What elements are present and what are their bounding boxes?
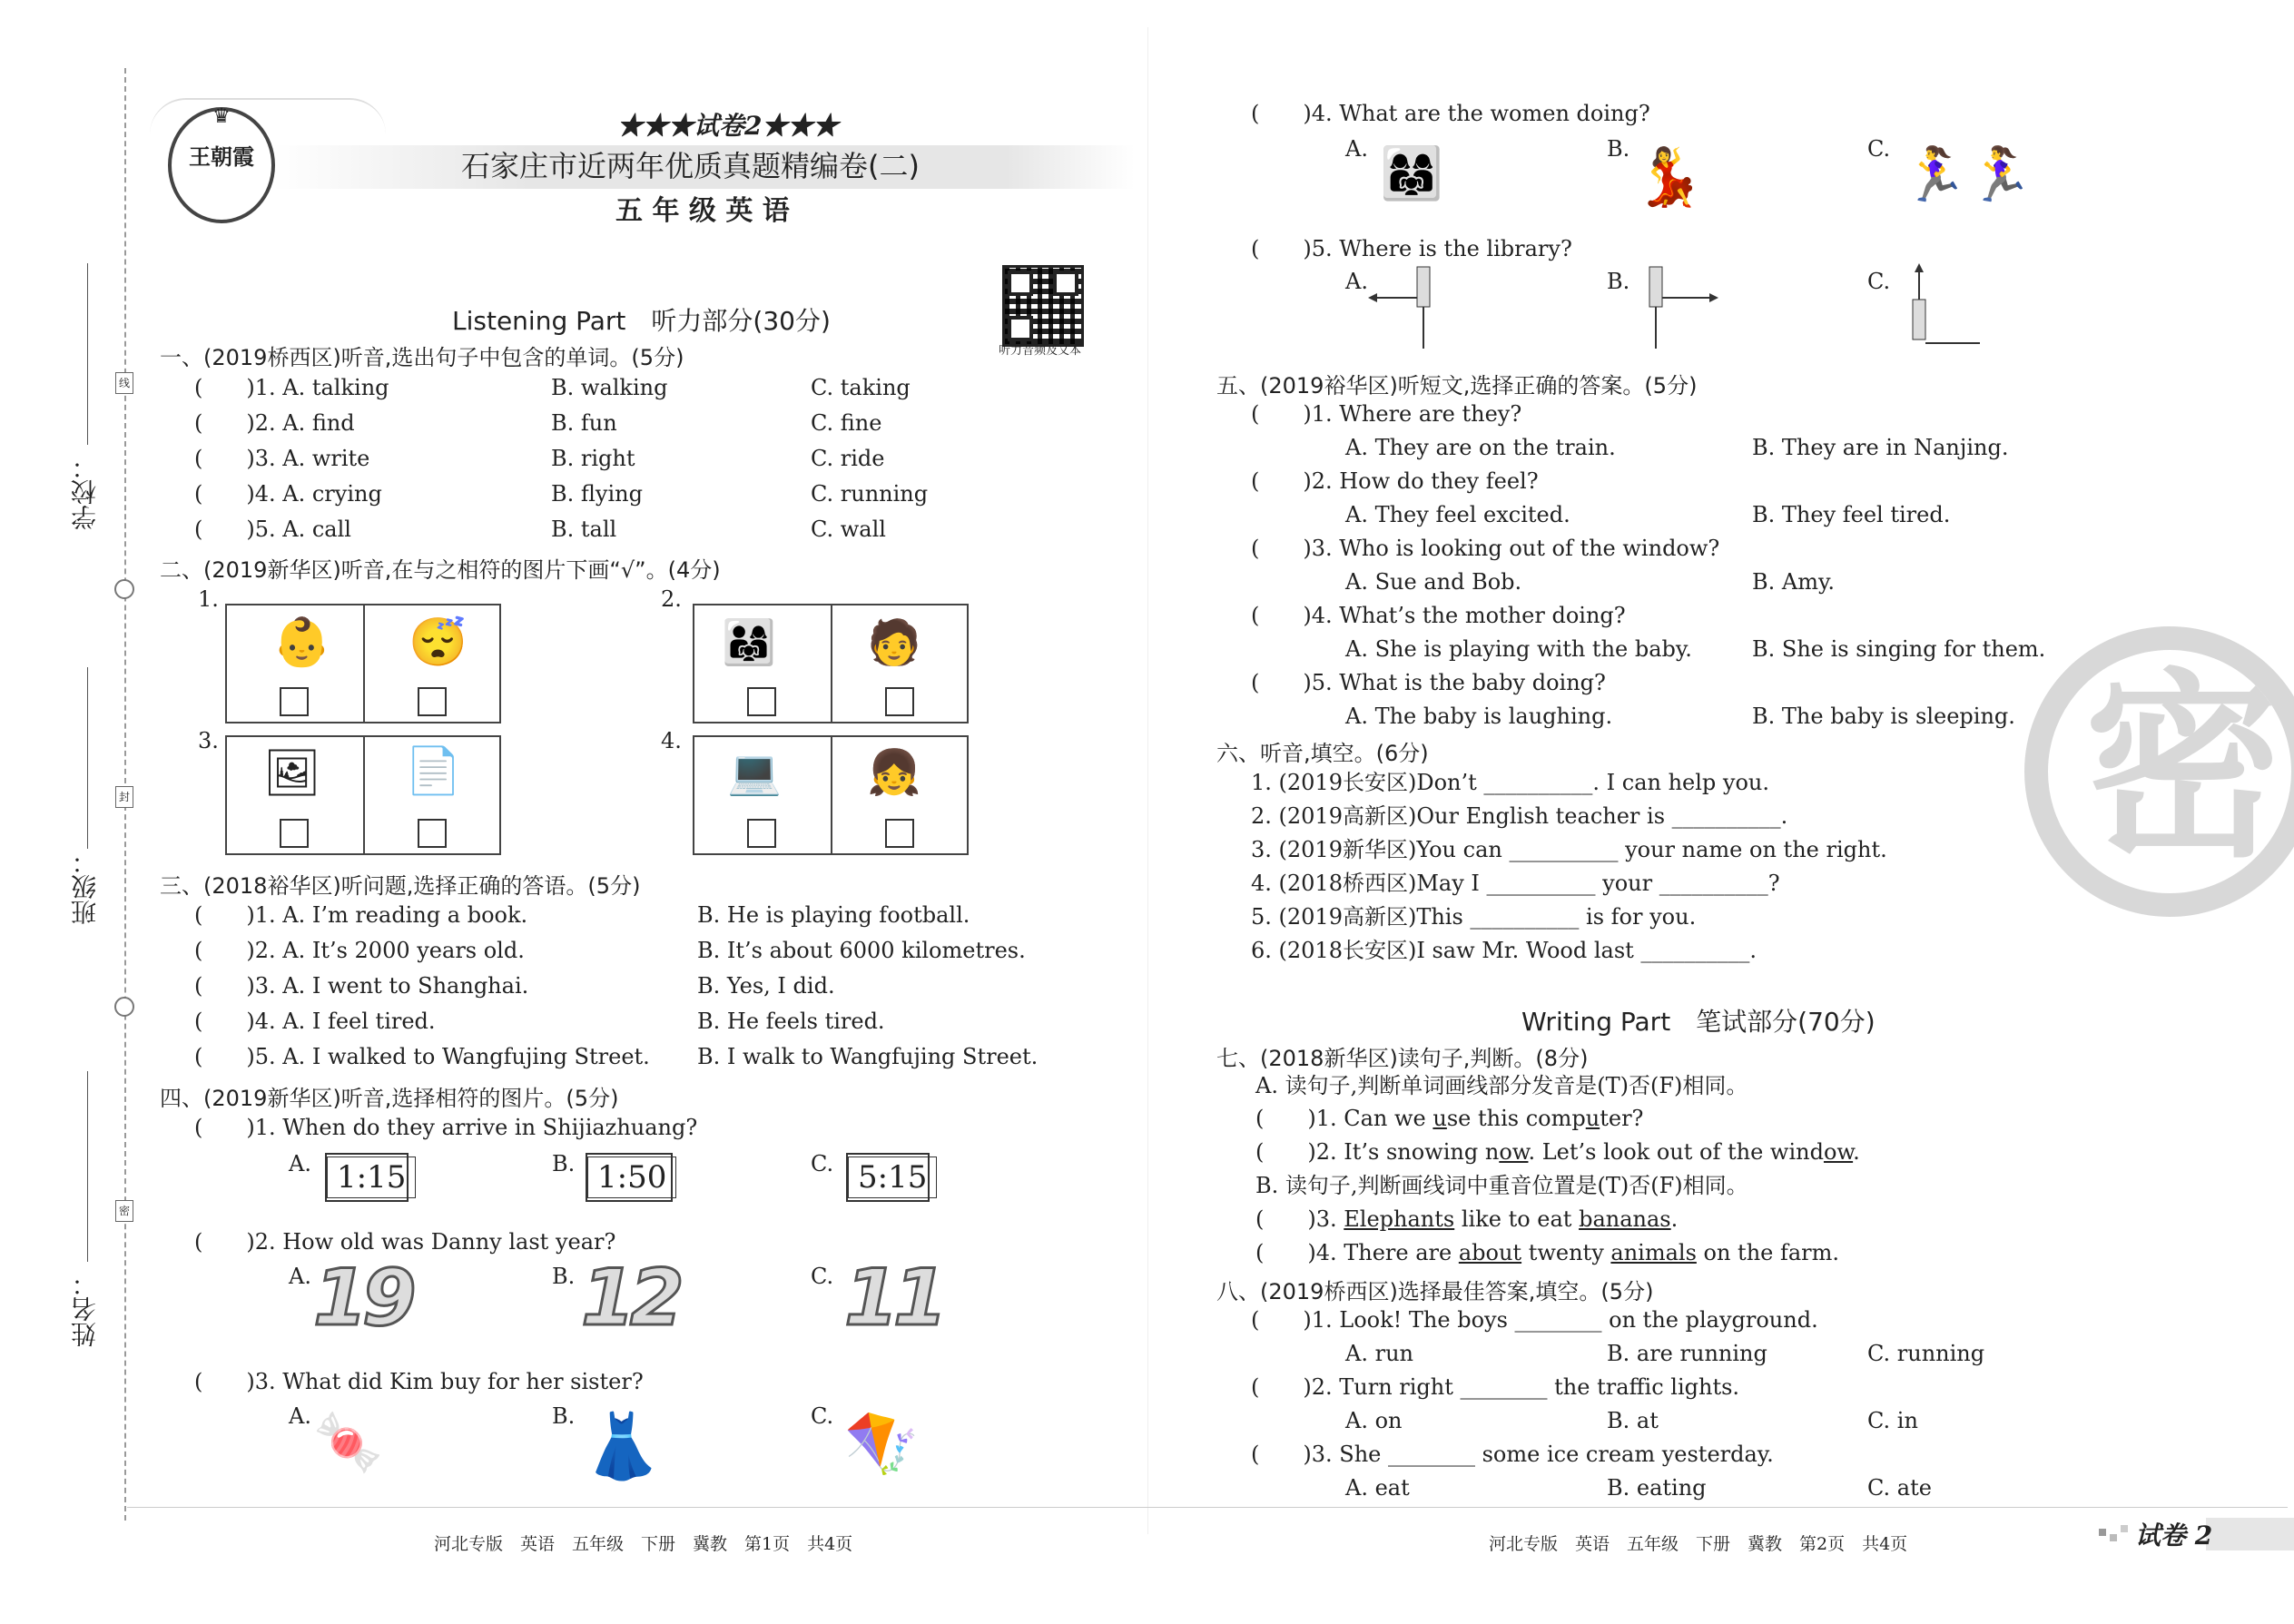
s8-q2-c: C. in — [1867, 1408, 1918, 1433]
s5-q4-a: A. She is playing with the baby. — [1345, 636, 1692, 662]
s5-q5[interactable]: ( )5. What is the baby doing? — [1251, 670, 1606, 695]
person-reading-icon: 🧑 — [867, 617, 921, 668]
s4-q5[interactable]: ( )5. Where is the library? — [1251, 236, 1572, 261]
school-field[interactable] — [87, 263, 88, 445]
s8-q2-a: A. on — [1345, 1408, 1403, 1433]
s6-item-2[interactable]: 2. (2019高新区)Our English teacher is __________. — [1251, 803, 1788, 829]
section-5-title: 五、(2019裕华区)听短文,选择正确的答案。(5分) — [1216, 373, 1698, 399]
checkbox[interactable] — [885, 819, 914, 848]
checkbox[interactable] — [418, 819, 447, 848]
s4-q2[interactable]: ( )2. How old was Danny last year? — [194, 1229, 616, 1255]
s3-q4[interactable]: ( )4. A. I feel tired. — [194, 1009, 436, 1034]
footer-right: 河北专版 英语 五年级 下册 冀教 第2页 共4页 — [1489, 1534, 1908, 1554]
s2-num-4: 4. — [661, 728, 682, 753]
s8-q1-a: A. run — [1345, 1341, 1413, 1366]
checkbox[interactable] — [747, 687, 776, 716]
s5-q1-a: A. They are on the train. — [1345, 435, 1616, 460]
page-divider — [1147, 27, 1148, 1534]
binding-circle-icon — [114, 579, 134, 599]
s4-q4[interactable]: ( )4. What are the women doing? — [1251, 101, 1650, 126]
candy-icon[interactable]: 🍬 — [313, 1409, 384, 1475]
name-field[interactable] — [87, 1071, 88, 1262]
s4-q1-opt-c: C. — [811, 1151, 834, 1176]
s8-q2[interactable]: ( )2. Turn right ________ the traffic lights. — [1251, 1374, 1740, 1400]
s1-q5-b: B. tall — [551, 517, 617, 542]
section-8-title: 八、(2019桥西区)选择最佳答案,填空。(5分) — [1216, 1279, 1654, 1304]
women-running-icon[interactable]: 🏃‍♀️🏃‍♀️ — [1902, 143, 2033, 205]
s3-q1-b: B. He is playing football. — [697, 902, 970, 928]
s4-q1[interactable]: ( )1. When do they arrive in Shijiazhuang? — [194, 1115, 698, 1140]
checkbox[interactable] — [747, 819, 776, 848]
footer-left: 河北专版 英语 五年级 下册 冀教 第1页 共4页 — [434, 1534, 853, 1554]
s5-q4-b: B. She is singing for them. — [1752, 636, 2046, 662]
confidential-seal-icon: 密 — [2024, 626, 2294, 917]
postcard-icon: 🖼 — [263, 746, 321, 799]
people-sitting-icon: 👨‍👩‍👧 — [722, 617, 776, 668]
section-4-title: 四、(2019新华区)听音,选择相符的图片。(5分) — [160, 1086, 619, 1111]
s7-part-b: B. 读句子,判断画线词中重音位置是(T)否(F)相同。 — [1255, 1173, 1748, 1198]
s1-q2-b: B. fun — [551, 410, 617, 436]
time-box-a[interactable]: 1:15 — [325, 1153, 409, 1202]
checkbox[interactable] — [885, 687, 914, 716]
s4-q2-opt-c: C. — [811, 1264, 834, 1289]
s2-group-4 — [693, 735, 969, 855]
s8-q3-a: A. eat — [1345, 1475, 1410, 1501]
s5-q2-a: A. They feel excited. — [1345, 502, 1570, 527]
map-left-icon[interactable] — [1366, 261, 1475, 352]
s1-q3[interactable]: ( )3. A. write — [194, 446, 370, 471]
s2-group-3 — [225, 735, 501, 855]
bottom-rule — [127, 1507, 2288, 1508]
qr-caption: 听力音频及文本 — [999, 344, 1082, 358]
s6-item-5[interactable]: 5. (2019高新区)This __________ is for you. — [1251, 904, 1697, 930]
s3-q1[interactable]: ( )1. A. I’m reading a book. — [194, 902, 528, 928]
checkbox[interactable] — [418, 687, 447, 716]
s1-q4-b: B. flying — [551, 481, 643, 507]
s7-part-a: A. 读句子,判断单词画线部分发音是(T)否(F)相同。 — [1255, 1073, 1748, 1098]
s5-q3[interactable]: ( )3. Who is looking out of the window? — [1251, 536, 1720, 561]
s1-q1[interactable]: ( )1. A. talking — [194, 375, 389, 400]
logo-crown-icon: ♛ — [212, 105, 231, 128]
s4-q4-opt-b: B. — [1607, 136, 1630, 162]
s2-group-1 — [225, 604, 501, 723]
s1-q1-b: B. walking — [551, 375, 668, 400]
women-taking-photos-icon[interactable]: 👩‍👩‍👧 — [1380, 144, 1443, 203]
s4-q2-opt-b: B. — [552, 1264, 576, 1289]
s7-q4[interactable]: ( )4. There are about twenty animals on the farm. — [1255, 1240, 1840, 1265]
class-label: 班级： — [70, 849, 100, 925]
s3-q5-b: B. I walk to Wangfujing Street. — [697, 1044, 1039, 1069]
s4-q2-opt-a: A. — [289, 1264, 311, 1289]
s5-q4[interactable]: ( )4. What’s the mother doing? — [1251, 603, 1626, 628]
s8-q2-b: B. at — [1607, 1408, 1659, 1433]
s8-q1-b: B. are running — [1607, 1341, 1767, 1366]
age-number-b[interactable]: 12 — [581, 1253, 679, 1343]
s8-q3-b: B. eating — [1607, 1475, 1707, 1501]
paper-number: ★★★试卷2★★★ — [617, 111, 839, 141]
checkbox[interactable] — [280, 687, 309, 716]
s4-q3-opt-a: A. — [289, 1403, 311, 1429]
girl-computer-icon: 💻 — [727, 747, 782, 798]
s1-q1-c: C. taking — [811, 375, 911, 400]
s4-q5-opt-a: A. — [1345, 269, 1368, 294]
s7-q3[interactable]: ( )3. Elephants like to eat bananas. — [1255, 1206, 1679, 1232]
s6-item-6[interactable]: 6. (2018长安区)I saw Mr. Wood last __________. — [1251, 938, 1757, 963]
s4-q5-opt-b: B. — [1607, 269, 1630, 294]
s4-q3-opt-c: C. — [811, 1403, 834, 1429]
logo-text: 王朝霞 — [189, 143, 254, 170]
s2-num-2: 2. — [661, 586, 682, 612]
s6-item-4[interactable]: 4. (2018桥西区)May I __________ your __________? — [1251, 871, 1780, 896]
writing-part-title: Writing Part 笔试部分(70分) — [1521, 1007, 1876, 1037]
women-dancing-icon[interactable]: 💃 — [1634, 143, 1705, 210]
letter-icon: 📄 — [405, 744, 462, 797]
s6-item-1[interactable]: 1. (2019长安区)Don’t __________. I can help you. — [1251, 770, 1770, 795]
s4-q1-opt-a: A. — [289, 1151, 311, 1176]
page-subtitle: 五 年 级 英 语 — [615, 195, 790, 227]
school-label: 学校： — [70, 454, 100, 530]
s4-q1-opt-b: B. — [552, 1151, 576, 1176]
s3-q2[interactable]: ( )2. A. It’s 2000 years old. — [194, 938, 525, 963]
girl-cooking-icon: 👧 — [867, 747, 921, 798]
s3-q3-b: B. Yes, I did. — [697, 973, 835, 999]
s4-q5-opt-c: C. — [1867, 269, 1891, 294]
listening-part-title: Listening Part 听力部分(30分) — [452, 306, 831, 336]
s8-q3[interactable]: ( )3. She ________ some ice cream yesterday. — [1251, 1442, 1774, 1467]
class-field[interactable] — [87, 667, 88, 849]
s5-q3-b: B. Amy. — [1752, 569, 1835, 595]
s3-q2-b: B. It’s about 6000 kilometres. — [697, 938, 1026, 963]
s1-q5-c: C. wall — [811, 517, 886, 542]
s2-num-3: 3. — [198, 728, 219, 753]
s4-q4-opt-a: A. — [1345, 136, 1368, 162]
cut-mark-2: 封 — [115, 786, 133, 808]
checkbox[interactable] — [280, 819, 309, 848]
s5-q2[interactable]: ( )2. How do they feel? — [1251, 468, 1539, 494]
time-box-b[interactable]: 1:50 — [586, 1153, 673, 1202]
section-6-title: 六、听音,填空。(6分) — [1216, 741, 1429, 766]
dress-icon[interactable]: 👗 — [583, 1409, 663, 1483]
s1-q5[interactable]: ( )5. A. call — [194, 517, 351, 542]
s1-q4-c: C. running — [811, 481, 929, 507]
s8-q1[interactable]: ( )1. Look! The boys ________ on the playground. — [1251, 1307, 1818, 1333]
s5-q5-b: B. The baby is sleeping. — [1752, 704, 2015, 729]
s4-q4-opt-c: C. — [1867, 136, 1891, 162]
s3-q5[interactable]: ( )5. A. I walked to Wangfujing Street. — [194, 1044, 650, 1069]
time-box-c[interactable]: 5:15 — [846, 1153, 930, 1202]
s4-q3-opt-b: B. — [552, 1403, 576, 1429]
s1-q2[interactable]: ( )2. A. find — [194, 410, 355, 436]
section-7-title: 七、(2018新华区)读句子,判断。(8分) — [1216, 1046, 1589, 1071]
s1-q4[interactable]: ( )4. A. crying — [194, 481, 382, 507]
kite-icon[interactable]: 🪁 — [844, 1409, 920, 1479]
s5-q3-a: A. Sue and Bob. — [1345, 569, 1522, 595]
s1-q2-c: C. fine — [811, 410, 882, 436]
s1-q3-c: C. ride — [811, 446, 885, 471]
s3-q3[interactable]: ( )3. A. I went to Shanghai. — [194, 973, 529, 999]
s2-num-1: 1. — [198, 586, 219, 612]
s7-q1[interactable]: ( )1. Can we use this computer? — [1255, 1106, 1644, 1131]
s7-q2[interactable]: ( )2. It’s snowing now. Let’s look out of the window. — [1255, 1139, 1860, 1165]
name-label: 姓名： — [70, 1271, 100, 1347]
qr-code[interactable] — [1002, 265, 1084, 347]
cut-mark-1: 线 — [115, 372, 133, 394]
section-3-title: 三、(2018裕华区)听问题,选择正确的答语。(5分) — [160, 873, 641, 899]
badge-label: 试卷 2 — [2135, 1521, 2213, 1550]
age-number-a[interactable]: 19 — [313, 1253, 411, 1343]
age-number-c[interactable]: 11 — [844, 1253, 942, 1343]
s2-group-2 — [693, 604, 969, 723]
map-straight-icon[interactable] — [1893, 261, 2002, 352]
page-title: 石家庄市近两年优质真题精编卷(二) — [461, 149, 920, 183]
s5-q2-b: B. They feel tired. — [1752, 502, 1951, 527]
s8-q3-c: C. ate — [1867, 1475, 1932, 1501]
section-2-title: 二、(2019新华区)听音,在与之相符的图片下画“√”。(4分) — [160, 557, 721, 583]
section-1-title: 一、(2019桥西区)听音,选出句子中包含的单词。(5分) — [160, 345, 684, 370]
s3-q4-b: B. He feels tired. — [697, 1009, 885, 1034]
binding-circle-icon — [114, 997, 134, 1017]
baby-sleeping-icon: 😴 — [409, 615, 468, 670]
cut-mark-3: 密 — [115, 1200, 133, 1222]
s5-q1[interactable]: ( )1. Where are they? — [1251, 401, 1522, 427]
map-right-icon[interactable] — [1628, 261, 1737, 352]
s6-item-3[interactable]: 3. (2019新华区)You can __________ your name on the right. — [1251, 837, 1887, 862]
s5-q1-b: B. They are in Nanjing. — [1752, 435, 2009, 460]
s8-q1-c: C. running — [1867, 1341, 1985, 1366]
s1-q3-b: B. right — [551, 446, 635, 471]
brand-logo — [168, 107, 275, 223]
s5-q5-a: A. The baby is laughing. — [1345, 704, 1613, 729]
s4-q3[interactable]: ( )3. What did Kim buy for her sister? — [194, 1369, 644, 1394]
baby-crying-icon: 👶 — [272, 615, 331, 670]
badge-squares-icon — [2099, 1529, 2106, 1536]
